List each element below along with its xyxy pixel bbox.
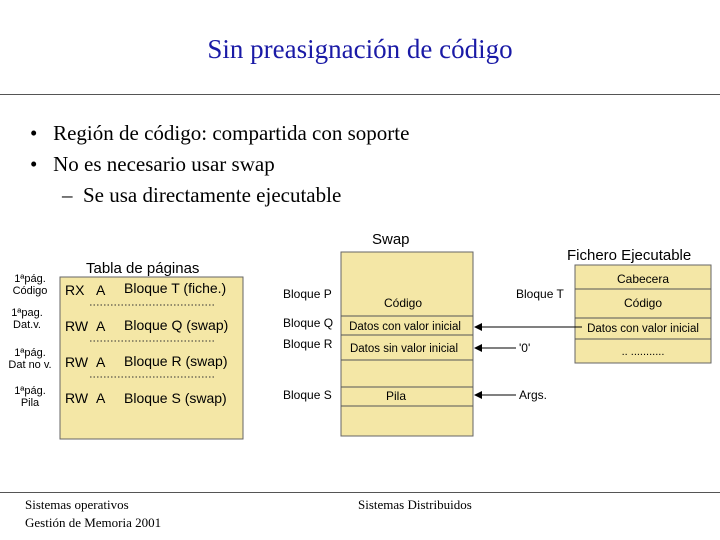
page-side-label bbox=[11, 307, 43, 331]
footer-center: Sistemas Distribuidos bbox=[358, 497, 472, 512]
footer-course: Sistemas operativos bbox=[25, 497, 129, 512]
svg-text:Dat no v.: Dat no v. bbox=[8, 359, 52, 371]
block-ref: Bloque S (swap) bbox=[124, 390, 227, 406]
svg-text:1ªpág.: 1ªpág. bbox=[14, 273, 46, 285]
swap-cell: Datos con valor inicial bbox=[349, 321, 461, 333]
block-ref: Bloque Q (swap) bbox=[124, 317, 229, 333]
bullet-marker: • bbox=[30, 152, 38, 176]
bullet-text: Región de código: compartida con soporte bbox=[53, 121, 410, 145]
swap-title: Swap bbox=[372, 231, 410, 248]
executable-cell: .. ........... bbox=[621, 346, 665, 358]
page-side-label bbox=[14, 385, 46, 409]
bullet-text: No es necesario usar swap bbox=[53, 152, 275, 176]
bullet-marker: – bbox=[62, 183, 73, 207]
executable-cell: Cabecera bbox=[616, 272, 670, 286]
page-side-label bbox=[13, 273, 48, 297]
flag: A bbox=[96, 354, 106, 370]
bullet-marker: • bbox=[30, 121, 38, 145]
bullet-text: Se usa directamente ejecutable bbox=[83, 183, 342, 207]
svg-text:Pila: Pila bbox=[20, 397, 40, 409]
flag: A bbox=[96, 282, 106, 298]
swap-cell: Código bbox=[383, 296, 423, 310]
executable-cell: Código bbox=[623, 296, 663, 310]
title-divider bbox=[0, 94, 720, 95]
swap-block-label: Bloque S bbox=[283, 388, 332, 402]
svg-text:1ªpag.: 1ªpag. bbox=[11, 307, 43, 319]
block-ref: Bloque R (swap) bbox=[124, 353, 228, 369]
svg-text:Dat.v.: Dat.v. bbox=[13, 319, 41, 331]
page-table-title: Tabla de páginas bbox=[86, 260, 200, 277]
bullet-item bbox=[30, 118, 409, 149]
swap-cell: Pila bbox=[385, 389, 407, 403]
executable-cell: Datos con valor inicial bbox=[587, 323, 699, 335]
bullet-list bbox=[30, 118, 409, 211]
swap-block-label: Bloque P bbox=[283, 287, 332, 301]
page-side-label bbox=[8, 347, 51, 371]
permission: RW bbox=[65, 390, 89, 406]
flag: A bbox=[96, 390, 106, 406]
memory-diagram bbox=[0, 225, 720, 445]
footer-left bbox=[25, 496, 161, 532]
args-label: Args. bbox=[519, 388, 548, 402]
bullet-item bbox=[30, 149, 409, 180]
swap-block-label: Bloque Q bbox=[283, 316, 334, 330]
svg-text:Código: Código bbox=[12, 285, 48, 297]
swap-block-label: Bloque R bbox=[283, 337, 333, 351]
swap-cell: Datos sin valor inicial bbox=[349, 343, 459, 355]
zero-label: '0' bbox=[519, 341, 531, 355]
bullet-item-sub bbox=[30, 180, 409, 211]
flag: A bbox=[96, 318, 106, 334]
executable-block-label: Bloque T bbox=[516, 287, 564, 301]
permission: RW bbox=[65, 318, 89, 334]
footer-topic: Gestión de Memoria 2001 bbox=[25, 515, 162, 530]
permission: RW bbox=[65, 354, 89, 370]
svg-text:1ªpág.: 1ªpág. bbox=[14, 347, 46, 359]
block-ref: Bloque T (fiche.) bbox=[124, 280, 227, 296]
permission: RX bbox=[65, 282, 85, 298]
slide-title: Sin preasignación de código bbox=[207, 34, 513, 64]
svg-text:1ªpág.: 1ªpág. bbox=[14, 385, 46, 397]
footer-divider bbox=[0, 492, 720, 493]
executable-title: Fichero Ejecutable bbox=[567, 247, 692, 264]
